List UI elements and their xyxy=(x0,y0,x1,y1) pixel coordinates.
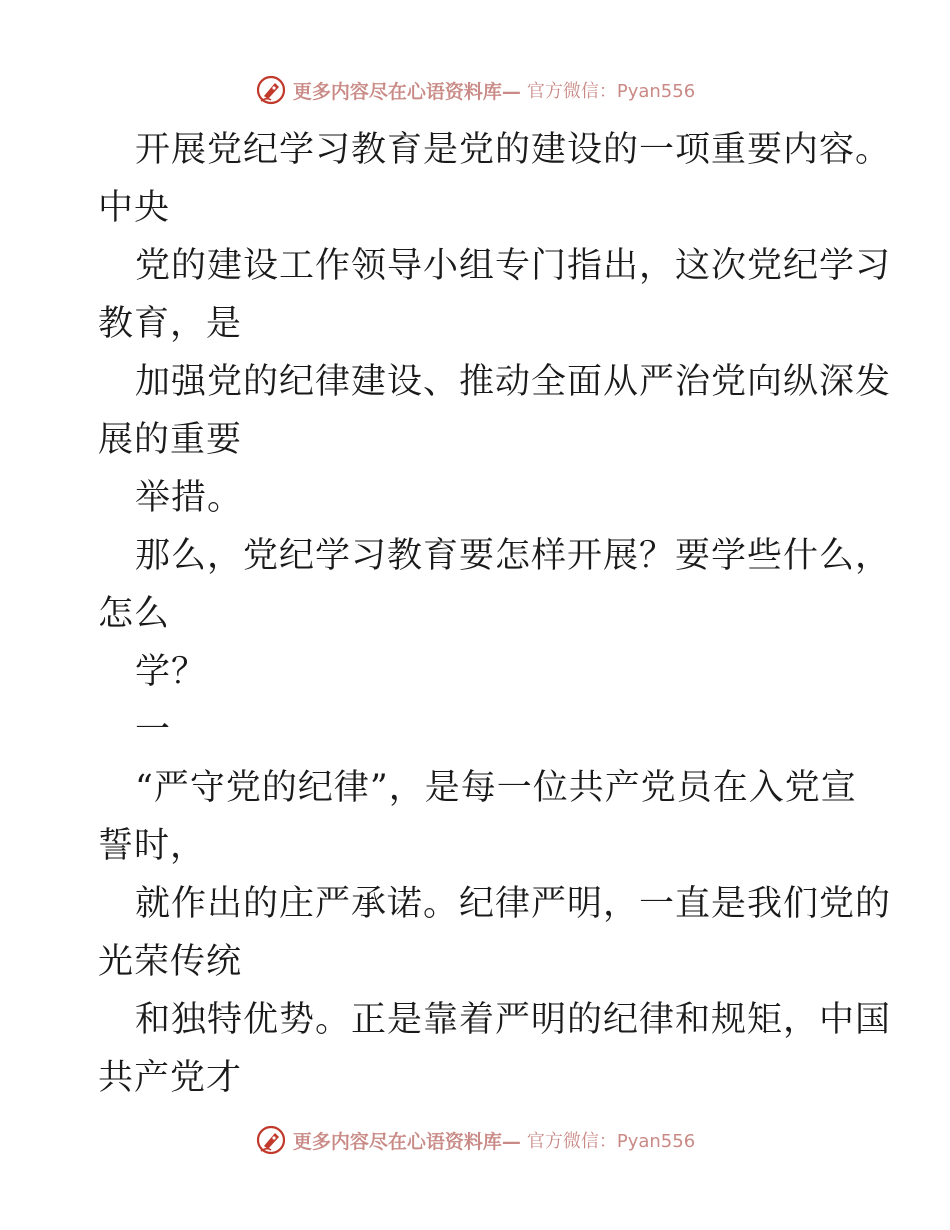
body-line: 党的建设工作领导小组专门指出，这次党纪学习 xyxy=(135,246,892,286)
body-line: 那么，党纪学习教育要怎样开展？要学些什么， xyxy=(135,536,892,576)
body-line: 共产党才 xyxy=(98,1058,243,1098)
body-line: 誓时， xyxy=(98,826,207,866)
body-line: 加强党的纪律建设、推动全面从严治党向纵深发 xyxy=(135,362,892,402)
body-line: 光荣传统 xyxy=(98,942,243,982)
header-banner xyxy=(0,70,950,110)
body-line: 教育，是 xyxy=(98,304,243,344)
body-line: 举措。 xyxy=(135,478,244,518)
header-banner-contact: 官方微信：Pyan556 xyxy=(526,81,696,102)
body-line: “严守党的纪律”，是每一位共产党员在入党宣 xyxy=(135,768,857,808)
header-banner-text: 更多内容尽在心语资料库— xyxy=(292,80,521,103)
document-body xyxy=(98,121,892,1107)
body-line: 开展党纪学习教育是党的建设的一项重要内容。 xyxy=(135,130,892,170)
footer-banner xyxy=(0,1120,950,1160)
pen-nib-logo-icon xyxy=(255,1124,287,1156)
section-number: 一 xyxy=(135,710,172,750)
body-line: 和独特优势。正是靠着严明的纪律和规矩，中国 xyxy=(135,1000,892,1040)
body-line: 就作出的庄严承诺。纪律严明，一直是我们党的 xyxy=(135,884,892,924)
body-line: 展的重要 xyxy=(98,420,243,460)
pen-nib-logo-icon xyxy=(255,74,287,106)
body-line: 中央 xyxy=(98,188,171,228)
footer-banner-text: 更多内容尽在心语资料库— xyxy=(292,1130,521,1153)
body-line: 怎么 xyxy=(98,594,171,634)
body-line: 学？ xyxy=(135,652,208,692)
footer-banner-contact: 官方微信：Pyan556 xyxy=(526,1131,696,1152)
